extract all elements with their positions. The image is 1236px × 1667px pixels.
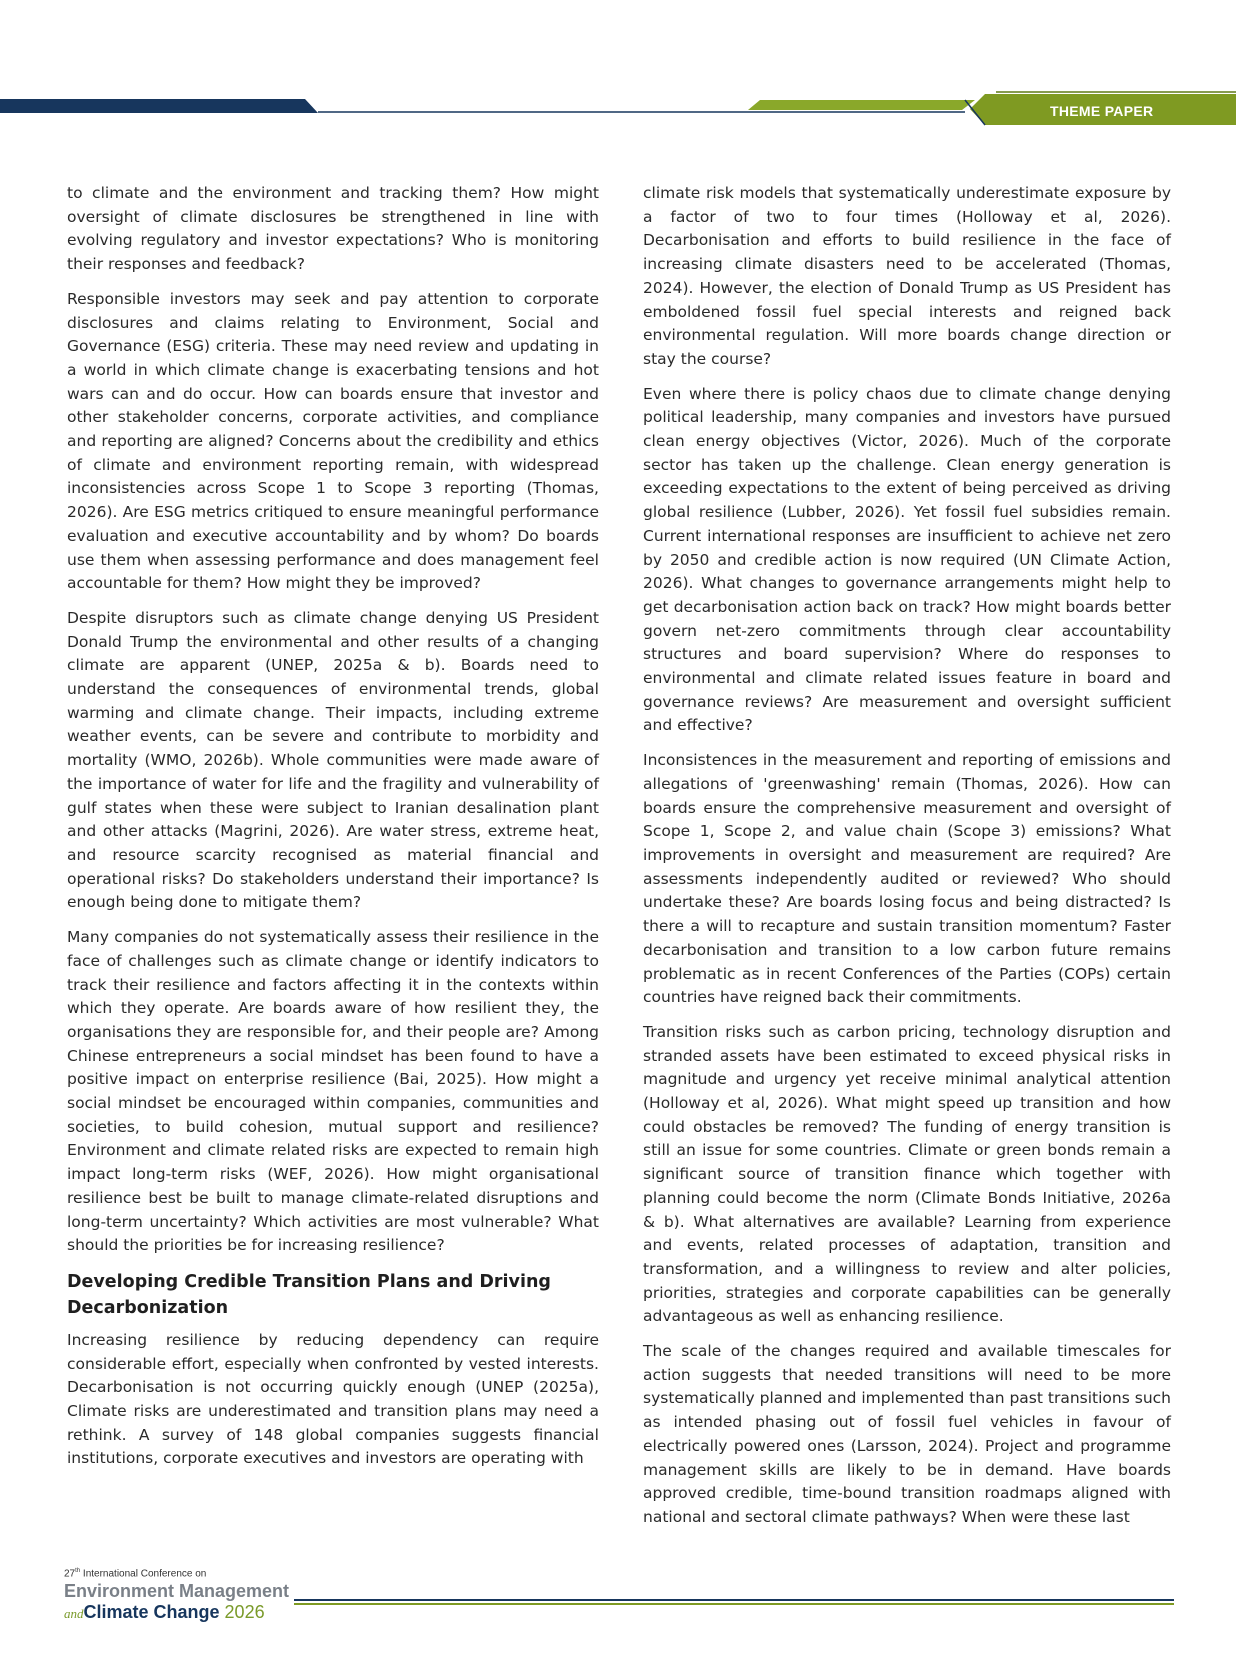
conference-and: and [64, 1606, 84, 1621]
conference-title-line3 [64, 1602, 265, 1623]
paragraph: Even where there is policy chaos due to climate change denying political leadership, many companies and investors have pursued clean energy objectives (Victor, 2026). Much of the corporate sector has taken up the challenge. Clean energy generation is exceeding expectations to the extent of being perceived as driving global resilience (Lubber, 2026). Yet fossil fuel subsidies remain. Current international responses are insufficient to achieve net zero by 2050 and credible action is now required (UN Climate Action, 2026). What changes to governance arrangements might help to get decarbonisation action back on track? How might boards better govern net-zero commitments through clear accountability structures and board supervision? Where do responses to environmental and climate related issues feature in board and governance reviews? Are measurement and oversight sufficient and effective? [643, 384, 1171, 735]
paragraph: Increasing resilience by reducing dependency can require considerable effort, especially when confronted by vested interests. Decarbonisation is not occurring quickly enough (UNEP (2025a), Climate risks are underestimated and transition plans may need a rethink. A survey of 148 global companies suggests financial institutions, corporate executives and investors are operating with [67, 1330, 599, 1468]
left-column [67, 182, 599, 1482]
paragraph: climate risk models that systematically underestimate exposure by a factor of two to four times (Holloway et al, 2026). Decarbonisation and efforts to build resilience in the face of increasing climate disasters need to be accelerated (Thomas, 2024). However, the election of Donald Trump as US President has emboldened fossil fuel special interests and reigned back environmental regulation. Will more boards change direction or stay the course? [643, 184, 1171, 368]
right-column [643, 182, 1171, 1541]
conference-year: 2026 [224, 1602, 265, 1622]
footer [64, 1568, 1174, 1628]
conference-climate: Climate Change [83, 1602, 220, 1622]
paragraph: Despite disruptors such as climate change denying US President Donald Trump the environmental and other results of a changing climate are apparent (UNEP, 2025a & b). Boards need to understand the consequences of environmental trends, global warming and climate change. Their impacts, including extreme weather events, can be severe and contribute to morbidity and mortality (WMO, 2026b). Whole communities were made aware of the importance of water for life and the fragility and vulnerability of gulf states when these were subject to Iranian desalination plant and other attacks (Magrini, 2026). Are water stress, extreme heat, and resource scarcity recognised as material financial and operational risks? Do stakeholders understand their importance? Is enough being done to mitigate them? [67, 608, 599, 912]
conference-ordinal-suffix: th [75, 1568, 81, 1574]
paragraph: Transition risks such as carbon pricing, technology disruption and stranded assets have been estimated to exceed physical risks in magnitude and urgency yet receive minimal analytical attention (Holloway et al, 2026). What might speed up transition and how could obstacles be removed? The funding of energy transition is still an issue for some countries. Climate or green bonds remain a significant source of transition finance which together with planning could become the norm (Climate Bonds Initiative, 2026a & b). What alternatives are available? Learning from experience and events, related processes of adaptation, transition and transformation, and a willingness to review and alter policies, priorities, strategies and corporate capabilities can be generally advantageous as well as enhancing resilience. [643, 1022, 1171, 1326]
paragraph: Many companies do not systematically assess their resilience in the face of challenges such as climate change or identify indicators to track their resilience and factors affecting it in the contexts within which they operate. Are boards aware of how resilient they, the organisations they are responsible for, and their people are? Among Chinese entrepreneurs a social mindset has been found to have a positive impact on enterprise resilience (Bai, 2025). How might a social mindset be encouraged within companies, communities and societies, to build cohesion, mutual support and resilience? Environment and climate related risks are expected to remain high impact long-term risks (WEF, 2026). How might organisational resilience best be built to manage climate-related disruptions and long-term uncertainty? Which activities are most vulnerable? What should the priorities be for increasing resilience? [67, 928, 599, 1255]
conference-title-line2: Environment Management [64, 1581, 290, 1601]
section-heading: Developing Credible Transition Plans and Driving Decarbonization [67, 1271, 551, 1318]
theme-paper-label: THEME PAPER [1050, 103, 1154, 119]
paragraph: to climate and the environment and tracking them? How might oversight of climate disclosures be strengthened in line with evolving regulatory and investor expectations? Who is monitoring their responses and feedback? [67, 184, 599, 274]
conference-ordinal-line [64, 1568, 206, 1579]
header-green-slant [748, 100, 975, 110]
paragraph: The scale of the changes required and available timescales for action suggests that needed transitions will need to be more systematically planned and implemented than past transitions such as intended phasing out of fossil fuel vehicles in favour of electrically powered ones (Larsson, 2024). Project and programme management skills are likely to be in demand. Have boards approved credible, time-bound transition roadmaps aligned with national and sectoral climate pathways? When were these last [643, 1342, 1171, 1526]
paragraph: Inconsistences in the measurement and reporting of emissions and allegations of 'greenwashing' remain (Thomas, 2026). How can boards ensure the comprehensive measurement and oversight of Scope 1, Scope 2, and value chain (Scope 3) emissions? What improvements in oversight and measurement are required? Are assessments independently audited or reviewed? Who should undertake these? Are boards losing focus and being distracted? Is there a will to recapture and sustain transition momentum? Faster decarbonisation and transition to a low carbon future remains problematic as in recent Conferences of the Parties (COPs) certain countries have reigned back their commitments. [643, 751, 1171, 1007]
conference-line1: International Conference on [80, 1568, 207, 1580]
footer-rule [294, 1598, 1174, 1606]
header-navy-bar [0, 99, 318, 113]
paragraph: Responsible investors may seek and pay attention to corporate disclosures and claims relating to Environment, Social and Governance (ESG) criteria. These may need review and updating in a world in which climate change is exacerbating tensions and hot wars can and do occur. How can boards ensure that investor and other stakeholder concerns, corporate activities, and compliance and reporting are aligned? Concerns about the credibility and ethics of climate and environment reporting remain, with widespread inconsistencies across Scope 1 to Scope 3 reporting (Thomas, 2026). Are ESG metrics critiqued to ensure meaningful performance evaluation and executive accountability and by whom? Do boards use them when assessing performance and does management feel accountable for them? How might they be improved? [67, 289, 599, 593]
conference-ordinal: 27 [64, 1568, 76, 1580]
